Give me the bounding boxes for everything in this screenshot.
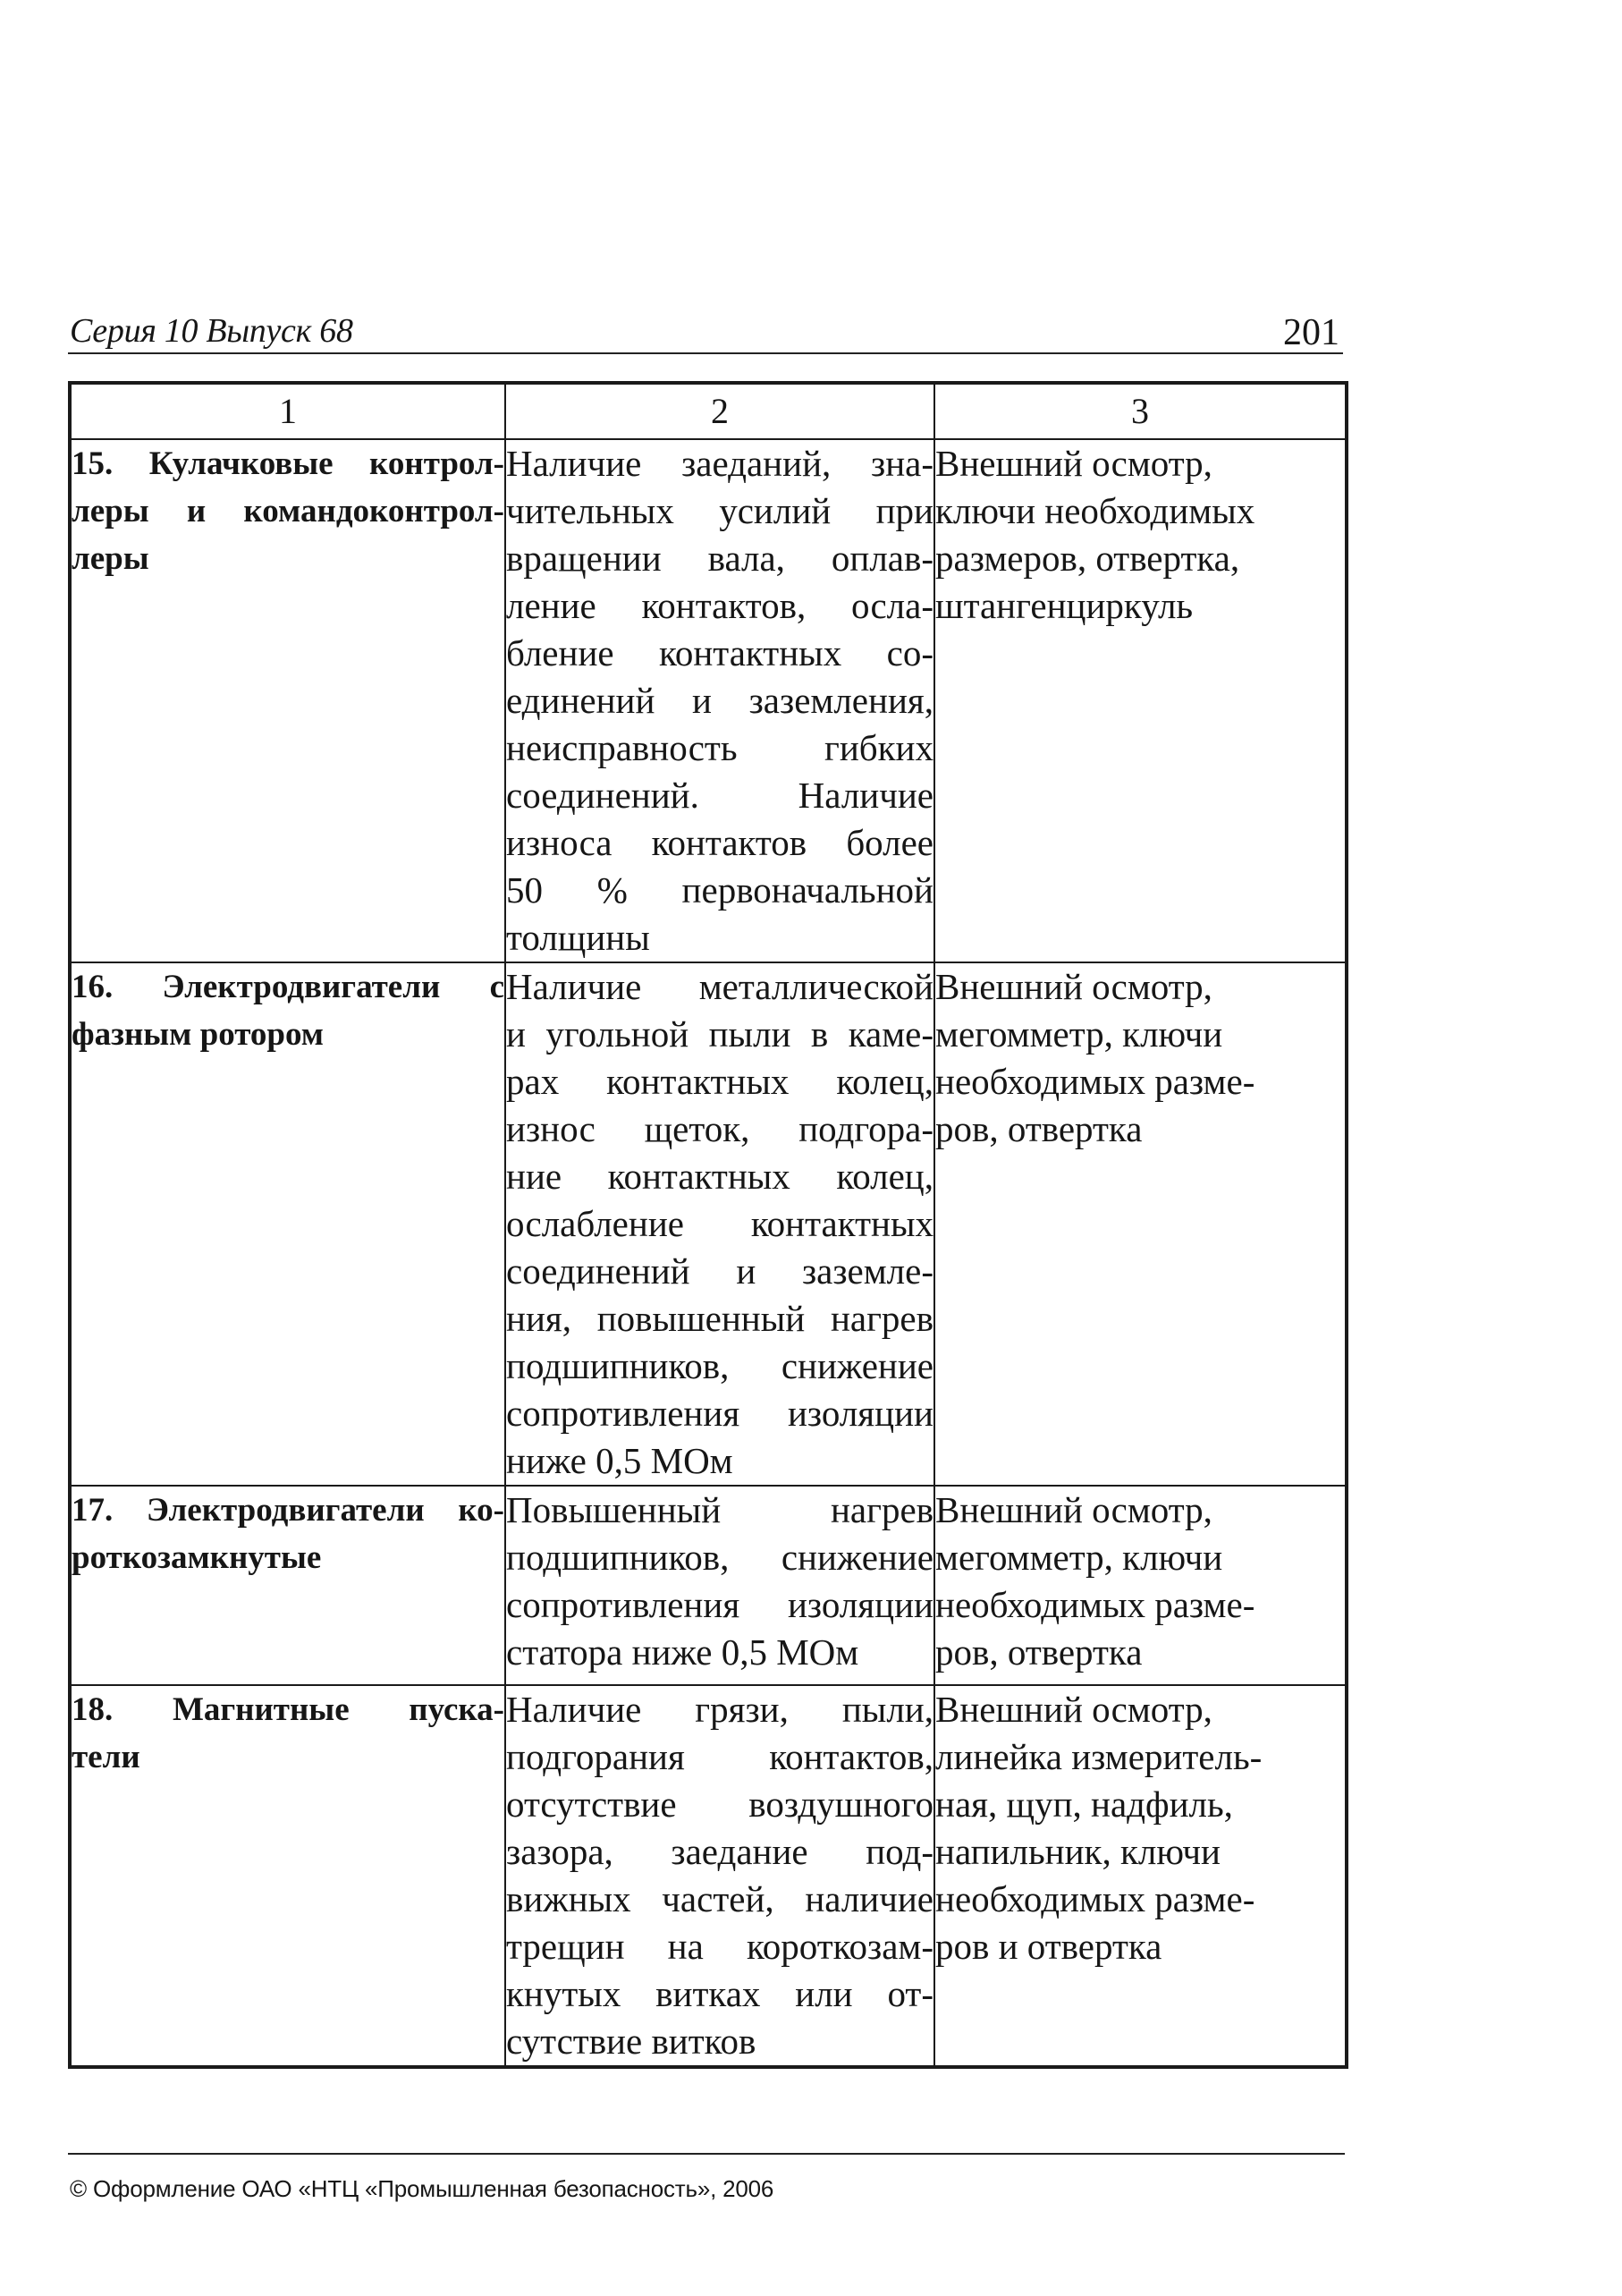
cell-line: ров и отвертка bbox=[935, 1926, 1162, 1967]
cell-line: кнутых витках или от- bbox=[506, 1973, 933, 2014]
equipment-cell bbox=[70, 1685, 505, 2067]
cell-line: Внешний осмотр, bbox=[935, 443, 1212, 484]
table-row bbox=[70, 1486, 1347, 1685]
cell-line: необходимых разме- bbox=[935, 1584, 1255, 1625]
cell-line: и угольной пыли в каме- bbox=[506, 1013, 933, 1055]
cell-line: необходимых разме- bbox=[935, 1878, 1255, 1919]
equipment-cell bbox=[70, 439, 505, 962]
cell-line: 18. Магнитные пуска- bbox=[72, 1691, 504, 1728]
cell-line: износ щеток, подгора- bbox=[506, 1108, 933, 1149]
cell-line: ния, повышенный нагрев bbox=[506, 1298, 933, 1339]
cell-line: ление контактов, осла- bbox=[506, 585, 933, 626]
cell-line: соединений. Наличие bbox=[506, 775, 933, 816]
equipment-cell bbox=[70, 1486, 505, 1685]
cell-line: 17. Электродвигатели ко- bbox=[72, 1492, 504, 1529]
cell-line: ров, отвертка bbox=[935, 1108, 1143, 1149]
cell-line: напильник, ключи bbox=[935, 1831, 1221, 1872]
cell-line: тели bbox=[72, 1739, 140, 1775]
cell-line: рах контактных колец, bbox=[506, 1061, 933, 1102]
cell-line: мегомметр, ключи bbox=[935, 1537, 1223, 1578]
table-row bbox=[70, 439, 1347, 962]
cell-line: подшипников, снижение bbox=[506, 1537, 933, 1578]
cell-line: роткозамкнутые bbox=[72, 1539, 322, 1576]
cell-line: необходимых разме- bbox=[935, 1061, 1255, 1102]
cell-line: ключи необходимых bbox=[935, 490, 1255, 531]
cell-line: зазора, заедание под- bbox=[506, 1831, 933, 1872]
cell-line: 16. Электродвигатели с bbox=[72, 969, 504, 1005]
cell-line: Внешний осмотр, bbox=[935, 966, 1212, 1007]
cell-line: вижных частей, наличие bbox=[506, 1878, 933, 1919]
cell-line: Наличие заеданий, зна- bbox=[506, 443, 933, 484]
page-header bbox=[68, 306, 1343, 354]
cell-line: сопротивления изоляции bbox=[506, 1393, 933, 1434]
cell-line: подшипников, снижение bbox=[506, 1345, 933, 1386]
cell-line: сопротивления изоляции bbox=[506, 1584, 933, 1625]
equipment-cell bbox=[70, 962, 505, 1486]
cell-line: 15. Кулачковые контрол- bbox=[72, 445, 504, 482]
cell-line: соединений и заземле- bbox=[506, 1250, 933, 1292]
cell-line: сутствие витков bbox=[506, 2021, 756, 2062]
column-number-1: 1 bbox=[70, 383, 505, 439]
cell-line: мегомметр, ключи bbox=[935, 1013, 1223, 1055]
cell-line: ослабление контактных bbox=[506, 1203, 933, 1244]
table-row bbox=[70, 962, 1347, 1486]
tools-cell bbox=[934, 962, 1347, 1486]
cell-line: подгорания контактов, bbox=[506, 1736, 933, 1777]
cell-line: Повышенный нагрев bbox=[506, 1489, 933, 1530]
cell-line: линейка измеритель- bbox=[935, 1736, 1263, 1777]
cell-line: статора ниже 0,5 МОм bbox=[506, 1631, 859, 1673]
copyright-footer: © Оформление ОАО «НТЦ «Промышленная безопасность», 2006 bbox=[70, 2175, 774, 2202]
cell-line: бление контактных со- bbox=[506, 632, 933, 674]
cell-line: Наличие металлической bbox=[506, 966, 933, 1007]
tools-cell bbox=[934, 1685, 1347, 2067]
column-number-3: 3 bbox=[934, 383, 1347, 439]
cell-line: ная, щуп, надфиль, bbox=[935, 1783, 1233, 1825]
cell-line: ров, отвертка bbox=[935, 1631, 1143, 1673]
tools-cell bbox=[934, 1486, 1347, 1685]
cell-line: единений и заземления, bbox=[506, 680, 933, 721]
defects-cell bbox=[505, 1685, 934, 2067]
table-row bbox=[70, 1685, 1347, 2067]
cell-line: чительных усилий при bbox=[506, 490, 933, 531]
defects-cell bbox=[505, 1486, 934, 1685]
page-number: 201 bbox=[1283, 312, 1339, 353]
cell-line: штангенциркуль bbox=[935, 585, 1194, 626]
cell-line: леры bbox=[72, 540, 149, 577]
cell-line: отсутствие воздушного bbox=[506, 1783, 933, 1825]
cell-line: толщины bbox=[506, 917, 650, 958]
cell-line: износа контактов более bbox=[506, 822, 933, 863]
cell-line: леры и командоконтрол- bbox=[72, 493, 504, 530]
inspection-table bbox=[68, 381, 1348, 2069]
cell-line: вращении вала, оплав- bbox=[506, 538, 933, 579]
cell-line: размеров, отвертка, bbox=[935, 538, 1240, 579]
cell-line: Наличие грязи, пыли, bbox=[506, 1689, 933, 1730]
column-number-2: 2 bbox=[505, 383, 934, 439]
cell-line: Внешний осмотр, bbox=[935, 1489, 1212, 1530]
cell-line: неисправность гибких bbox=[506, 727, 933, 768]
defects-cell bbox=[505, 439, 934, 962]
cell-line: фазным ротором bbox=[72, 1016, 324, 1053]
cell-line: Внешний осмотр, bbox=[935, 1689, 1212, 1730]
footer-divider bbox=[68, 2153, 1345, 2155]
cell-line: 50 % первоначальной bbox=[506, 869, 933, 911]
cell-line: ние контактных колец, bbox=[506, 1156, 933, 1197]
tools-cell bbox=[934, 439, 1347, 962]
column-number-row bbox=[70, 383, 1347, 439]
cell-line: трещин на короткозам- bbox=[506, 1926, 933, 1967]
cell-line: ниже 0,5 МОм bbox=[506, 1440, 733, 1481]
defects-cell bbox=[505, 962, 934, 1486]
series-title: Серия 10 Выпуск 68 bbox=[70, 312, 353, 350]
